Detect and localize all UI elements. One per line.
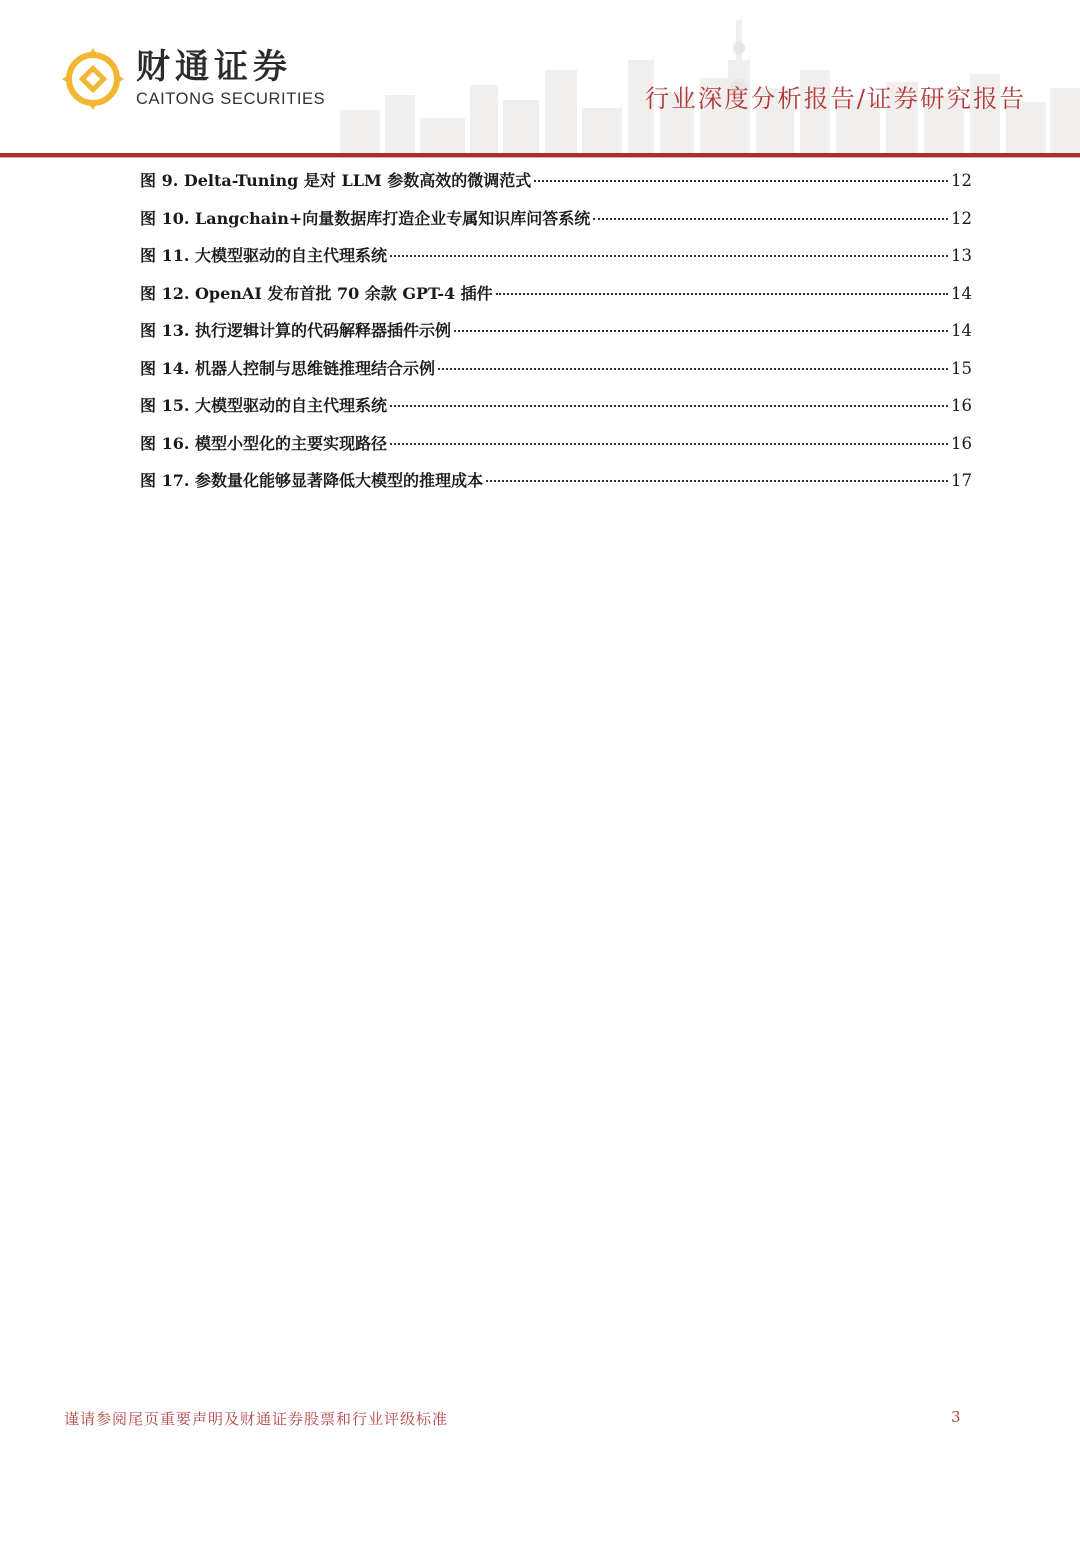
figure-list-item[interactable]: [140, 393, 972, 431]
dot-leader: [534, 180, 948, 182]
figure-page-number: 16: [951, 433, 972, 453]
figure-caption: 图 11. 大模型驱动的自主代理系统: [140, 246, 387, 265]
figure-caption: 图 12. OpenAI 发布首批 70 余款 GPT-4 插件: [140, 283, 493, 303]
figure-list: [140, 168, 972, 506]
dot-leader: [454, 330, 948, 332]
report-type-title: 行业深度分析报告/证券研究报告: [644, 84, 1026, 113]
dot-leader: [496, 293, 948, 295]
caitong-logo-icon: [60, 46, 126, 112]
figure-caption: 图 13. 执行逻辑计算的代码解释器插件示例: [140, 321, 451, 340]
figure-caption: 图 10. Langchain+向量数据库打造企业专属知识库问答系统: [140, 208, 591, 228]
figure-page-number: 14: [951, 321, 972, 340]
dot-leader: [438, 368, 948, 370]
figure-list-item[interactable]: [140, 468, 972, 506]
figure-page-number: 17: [951, 471, 972, 490]
figure-caption: 图 16. 模型小型化的主要实现路径: [140, 433, 387, 453]
figure-list-item[interactable]: [140, 243, 972, 281]
footer-disclaimer: 谨请参阅尾页重要声明及财通证券股票和行业评级标准: [64, 1410, 449, 1428]
figure-list-item[interactable]: [140, 168, 972, 206]
dot-leader: [390, 405, 948, 407]
header-divider-thin: [0, 157, 1080, 158]
page-number: 3: [951, 1408, 961, 1426]
figure-page-number: 15: [951, 358, 972, 378]
figure-list-item[interactable]: [140, 281, 972, 319]
figure-caption: 图 15. 大模型驱动的自主代理系统: [140, 396, 387, 415]
dot-leader: [593, 218, 948, 220]
logo-chinese-name: 财通证券: [136, 47, 292, 87]
company-logo: [60, 46, 325, 112]
logo-english-name: CAITONG SECURITIES: [136, 90, 326, 108]
figure-page-number: 12: [951, 208, 972, 228]
figure-page-number: 13: [951, 246, 972, 265]
figure-list-item[interactable]: [140, 356, 972, 394]
figure-page-number: 14: [951, 283, 972, 303]
figure-caption: 图 17. 参数量化能够显著降低大模型的推理成本: [140, 471, 483, 490]
figure-list-item[interactable]: [140, 318, 972, 356]
figure-page-number: 12: [951, 171, 972, 190]
dot-leader: [486, 480, 948, 482]
figure-caption: 图 9. Delta-Tuning 是对 LLM 参数高效的微调范式: [140, 171, 532, 190]
dot-leader: [390, 443, 948, 445]
figure-page-number: 16: [951, 396, 972, 415]
figure-caption: 图 14. 机器人控制与思维链推理结合示例: [140, 358, 435, 378]
figure-list-item[interactable]: [140, 431, 972, 469]
page-header: [0, 0, 1080, 158]
dot-leader: [390, 255, 948, 257]
figure-list-item[interactable]: [140, 206, 972, 244]
